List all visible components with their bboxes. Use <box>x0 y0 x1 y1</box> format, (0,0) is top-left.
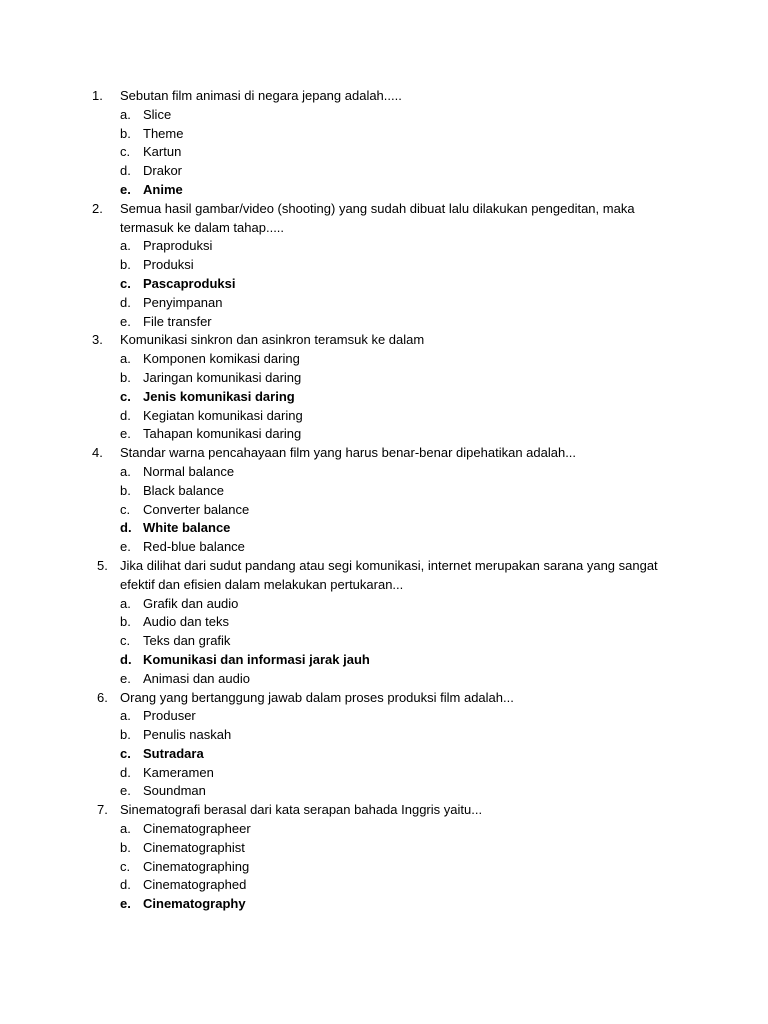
question-text: Sinematografi berasal dari kata serapan bahada Inggris yaitu... <box>120 802 483 818</box>
answer-option <box>0 707 768 726</box>
option-letter: c. <box>120 501 131 517</box>
option-text: Tahapan komunikasi daring <box>143 426 302 442</box>
question-text: efektif dan efisien dalam melakukan pertukaran... <box>120 576 404 592</box>
option-text: Cinematography <box>143 896 246 912</box>
option-letter: e. <box>120 313 131 329</box>
answer-option <box>0 143 768 162</box>
option-letter: d. <box>120 520 132 536</box>
option-letter: c. <box>120 144 131 160</box>
answer-option <box>0 839 768 858</box>
question-number: 3. <box>92 332 103 348</box>
option-text: Kameramen <box>143 764 214 780</box>
option-letter: d. <box>120 407 131 423</box>
answer-option <box>0 501 768 520</box>
option-text: Produser <box>143 708 196 724</box>
option-letter: b. <box>120 614 131 630</box>
option-text: Red-blue balance <box>143 539 245 555</box>
option-letter: d. <box>120 877 131 893</box>
answer-option <box>0 313 768 332</box>
answer-option <box>0 106 768 125</box>
answer-option <box>0 538 768 557</box>
question-number: 7. <box>97 802 108 818</box>
option-text: File transfer <box>143 313 212 329</box>
option-letter: d. <box>120 764 131 780</box>
option-letter: d. <box>120 294 131 310</box>
answer-option <box>0 858 768 877</box>
question-line <box>0 200 768 219</box>
question-number: 5. <box>97 557 108 573</box>
answer-option <box>0 670 768 689</box>
option-letter: e. <box>120 426 131 442</box>
answer-option <box>0 632 768 651</box>
option-text: Teks dan grafik <box>143 633 231 649</box>
option-letter: a. <box>120 595 131 611</box>
option-letter: b. <box>120 482 131 498</box>
option-text: Cinematographed <box>143 877 247 893</box>
option-text: Jaringan komunikasi daring <box>143 369 302 385</box>
option-text: Black balance <box>143 482 224 498</box>
option-text: Converter balance <box>143 501 250 517</box>
option-letter: c. <box>120 858 131 874</box>
option-letter: b. <box>120 125 131 141</box>
option-letter: c. <box>120 745 131 761</box>
answer-option <box>0 820 768 839</box>
option-text: Penyimpanan <box>143 294 223 310</box>
answer-option <box>0 726 768 745</box>
option-text: Produksi <box>143 257 194 273</box>
option-text: Sutradara <box>143 745 204 761</box>
option-letter: b. <box>120 369 131 385</box>
option-text: Cinematographeer <box>143 821 251 837</box>
option-letter: e. <box>120 539 131 555</box>
option-letter: a. <box>120 708 131 724</box>
option-text: Praproduksi <box>143 238 213 254</box>
option-letter: d. <box>120 651 132 667</box>
option-letter: b. <box>120 257 131 273</box>
answer-option-correct <box>0 651 768 670</box>
question-line <box>0 801 768 820</box>
option-text: Komunikasi dan informasi jarak jauh <box>143 651 370 667</box>
option-text: Soundman <box>143 783 206 799</box>
option-letter: c. <box>120 275 131 291</box>
option-text: Animasi dan audio <box>143 670 250 686</box>
option-text: Kegiatan komunikasi daring <box>143 407 303 423</box>
answer-option <box>0 482 768 501</box>
option-letter: c. <box>120 388 131 404</box>
answer-option-correct <box>0 895 768 914</box>
option-text: Penulis naskah <box>143 727 232 743</box>
option-text: Komponen komikasi daring <box>143 351 300 367</box>
question-line <box>0 331 768 350</box>
answer-option <box>0 237 768 256</box>
question-number: 4. <box>92 445 103 461</box>
question-text: termasuk ke dalam tahap..... <box>120 219 285 235</box>
option-text: Jenis komunikasi daring <box>143 388 295 404</box>
option-text: Grafik dan audio <box>143 595 239 611</box>
option-text: Theme <box>143 125 184 141</box>
option-text: Slice <box>143 106 172 122</box>
question-text: Sebutan film animasi di negara jepang adalah..... <box>120 88 402 103</box>
question-text: Orang yang bertanggung jawab dalam proses produksi film adalah... <box>120 689 514 705</box>
option-text: Normal balance <box>143 463 235 479</box>
answer-option <box>0 876 768 895</box>
answer-option <box>0 294 768 313</box>
option-text: White balance <box>143 520 231 536</box>
answer-option <box>0 463 768 482</box>
question-text: Komunikasi sinkron dan asinkron teramsuk ke dalam <box>120 332 425 348</box>
option-letter: a. <box>120 463 131 479</box>
option-text: Audio dan teks <box>143 614 230 630</box>
option-letter: b. <box>120 839 131 855</box>
option-letter: c. <box>120 633 131 649</box>
option-text: Kartun <box>143 144 182 160</box>
answer-option <box>0 256 768 275</box>
answer-option-correct <box>0 181 768 200</box>
answer-option-correct <box>0 388 768 407</box>
answer-option <box>0 613 768 632</box>
answer-option <box>0 782 768 801</box>
answer-option <box>0 764 768 783</box>
answer-option <box>0 369 768 388</box>
option-letter: a. <box>120 238 131 254</box>
question-text: Jika dilihat dari sudut pandang atau segi komunikasi, internet merupakan sarana yang sangat <box>120 557 658 573</box>
answer-option <box>0 595 768 614</box>
answer-option <box>0 407 768 426</box>
option-letter: e. <box>120 896 131 912</box>
question-line <box>0 87 768 106</box>
question-line <box>0 444 768 463</box>
answer-option-correct <box>0 275 768 294</box>
answer-option-correct <box>0 519 768 538</box>
option-text: Cinematographist <box>143 839 245 855</box>
answer-option-correct <box>0 745 768 764</box>
answer-option <box>0 350 768 369</box>
answer-option <box>0 125 768 144</box>
question-text: Semua hasil gambar/video (shooting) yang sudah dibuat lalu dilakukan pengeditan, maka <box>120 200 635 216</box>
question-continuation-line <box>0 219 768 238</box>
option-text: Cinematographing <box>143 858 250 874</box>
question-number: 6. <box>97 689 108 705</box>
option-text: Pascaproduksi <box>143 275 236 291</box>
question-text: Standar warna pencahayaan film yang harus benar-benar dipehatikan adalah... <box>120 445 577 461</box>
option-letter: b. <box>120 727 131 743</box>
option-letter: e. <box>120 181 131 197</box>
question-line <box>0 557 768 576</box>
question-line <box>0 689 768 708</box>
question-number: 1. <box>92 88 103 103</box>
question-number: 2. <box>92 200 103 216</box>
answer-option <box>0 425 768 444</box>
answer-option <box>0 162 768 181</box>
question-continuation-line <box>0 576 768 595</box>
option-letter: a. <box>120 351 131 367</box>
option-letter: e. <box>120 670 131 686</box>
option-letter: e. <box>120 783 131 799</box>
option-text: Drakor <box>143 163 183 179</box>
option-text: Anime <box>143 181 183 197</box>
quiz-document <box>0 87 768 914</box>
option-letter: a. <box>120 821 131 837</box>
option-letter: a. <box>120 106 131 122</box>
option-letter: d. <box>120 163 131 179</box>
